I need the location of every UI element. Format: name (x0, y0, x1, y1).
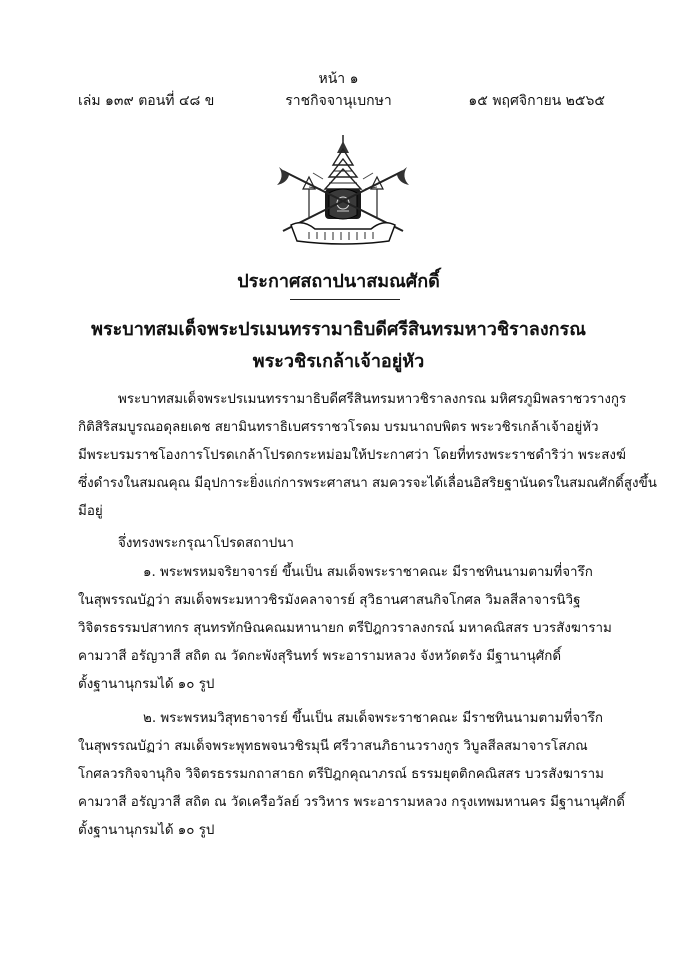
intro-line: กิติสิริสมบูรณอดุลยเดช สยามินทราธิเบศรราชวโรดม บรมนาถบพิตร พระวชิรเกล้าเจ้าอยู่หัว (78, 420, 599, 435)
intro-line: ซึ่งดำรงในสมณคุณ มีอุปการะยิ่งแก่การพระศาสนา สมควรจะได้เลื่อนอิสริยฐานันดรในสมณศักดิ์สูงขึ้น (78, 476, 657, 491)
item-1-line: วิจิตรธรรมปสาทกร สุนทรทักษิณคณมหานายก ตรีปิฎกวราลงกรณ์ มหาคณิสสร บวรสังฆาราม (78, 621, 612, 636)
intro-line: มีอยู่ (78, 504, 103, 519)
item-2-line: ในสุพรรณบัฏว่า สมเด็จพระพุทธพจนวชิรมุนี ศรีวาสนภิธานวรางกูร วิบูลสีลสมาจารโสภณ (78, 739, 588, 754)
item-1-line: ในสุพรรณบัฏว่า สมเด็จพระมหาวชิรมังคลาจารย์ สุวิธานศาสนกิจโกศล วิมลสีลาจารนิวิฐ (78, 593, 581, 608)
intro-line: พระบาทสมเด็จพระปรเมนทรรามาธิบดีศรีสินทรมหาวชิราลงกรณ มหิศรภูมิพลราชวรางกูร (118, 392, 627, 407)
item-2-line: ตั้งฐานานุกรมได้ ๑๐ รูป (78, 823, 215, 838)
intro-line: มีพระบรมราชโองการโปรดเกล้าโปรดกระหม่อมให้ประกาศว่า โดยที่ทรงพระราชดำริว่า พระสงฆ์ (78, 448, 626, 463)
item-1-line: ๑. พระพรหมจริยาจารย์ ขึ้นเป็น สมเด็จพระราชาคณะ มีราชทินนามตามที่จารึก (143, 565, 593, 580)
item-2-line: คามวาสี อรัญวาสี สถิต ณ วัดเครือวัลย์ วรวิหาร พระอารามหลวง กรุงเทพมหานคร มีฐานานุศักดิ์ (78, 795, 625, 810)
document-title: ประกาศสถาปนาสมณศักดิ์ (237, 271, 440, 292)
page-number: หน้า ๑ (318, 71, 359, 87)
title-divider (290, 299, 400, 300)
publication-date: ๑๕ พฤศจิกายน ๒๕๖๕ (468, 93, 605, 109)
king-name-line-2: พระวชิรเกล้าเจ้าอยู่หัว (252, 351, 425, 372)
item-2-line: โกศลวรกิจจานุกิจ วิจิตรธรรมกถาสาธก ตรีปิฎกคุณาภรณ์ ธรรมยุตติกคณิสสร บวรสังฆาราม (78, 767, 604, 782)
item-1-line: คามวาสี อรัญวาสี สถิต ณ วัดกะพังสุรินทร์ พระอารามหลวง จังหวัดตรัง มีฐานานุศักดิ์ (78, 649, 562, 664)
item-1-line: ตั้งฐานานุกรมได้ ๑๐ รูป (78, 677, 215, 692)
king-name-line-1: พระบาทสมเด็จพระปรเมนทรรามาธิบดีศรีสินทรมหาวชิราลงกรณ (91, 319, 586, 340)
publication-name: ราชกิจจานุเบกษา (285, 93, 392, 109)
royal-emblem-icon (263, 133, 423, 251)
volume-issue: เล่ม ๑๓๙ ตอนที่ ๔๘ ข (78, 93, 215, 109)
item-2-line: ๒. พระพรหมวิสุทธาจารย์ ขึ้นเป็น สมเด็จพระราชาคณะ มีราชทินนามตามที่จารึก (143, 711, 604, 726)
decree-line: จึ่งทรงพระกรุณาโปรดสถาปนา (118, 536, 294, 551)
